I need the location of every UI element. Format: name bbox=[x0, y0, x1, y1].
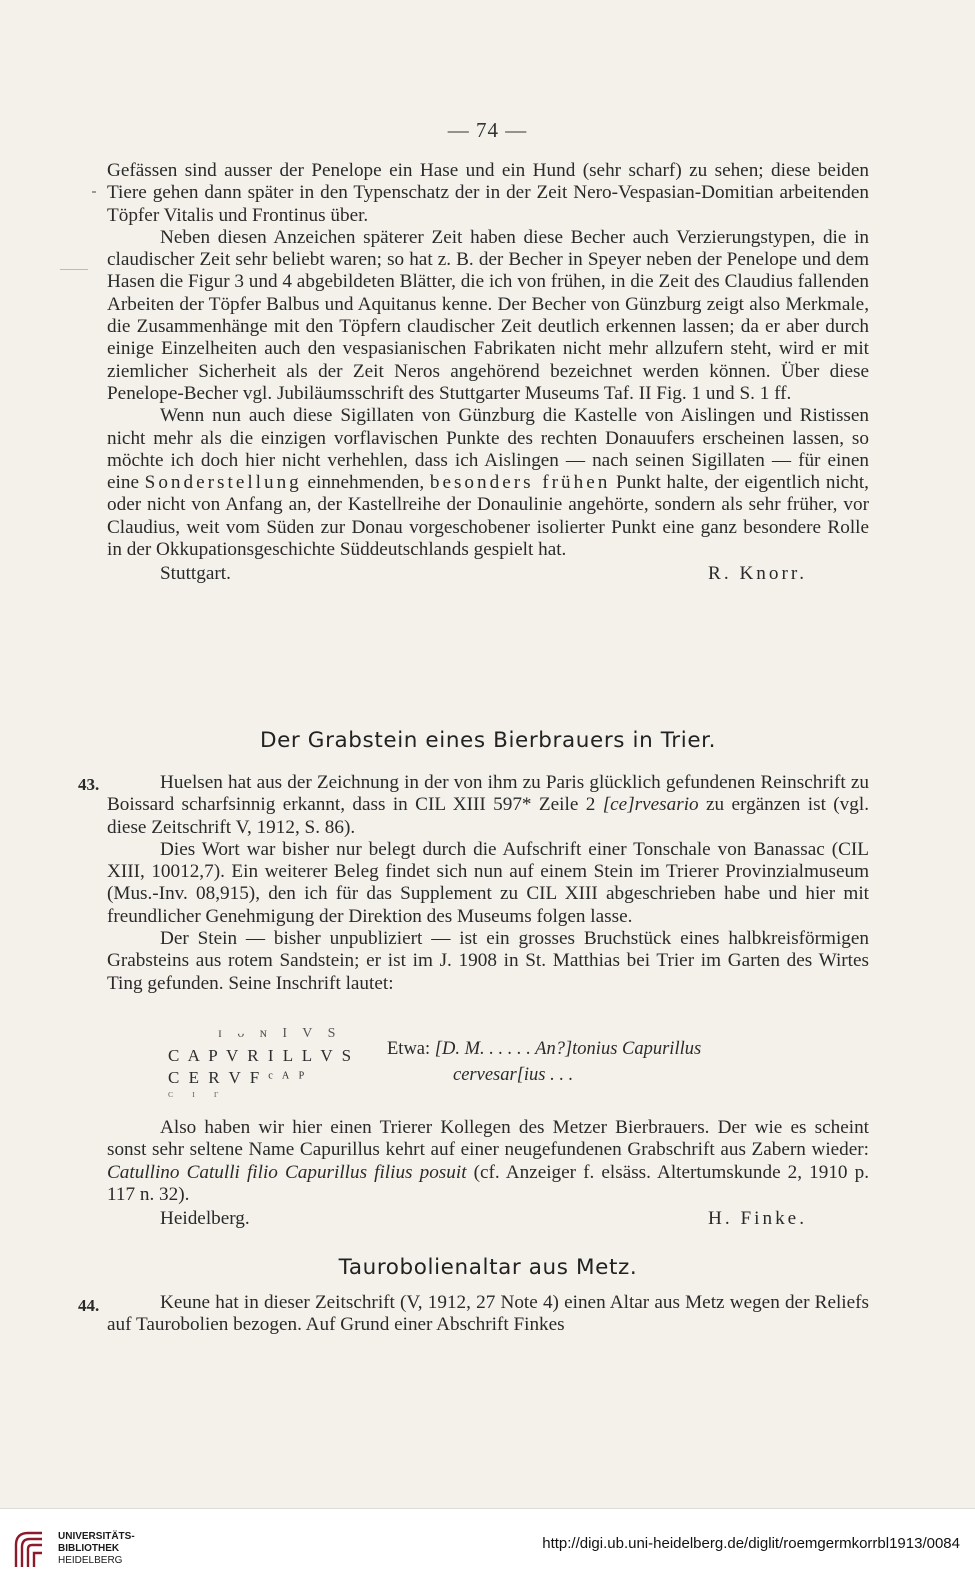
supplement-label: Etwa: bbox=[387, 1039, 431, 1059]
section-44-text bbox=[107, 1292, 869, 1337]
digitization-footer bbox=[0, 1508, 975, 1594]
spaced-emphasis: besonders frühen bbox=[429, 472, 611, 494]
section-heading: Taurobolienaltar aus Metz. bbox=[338, 1255, 638, 1280]
signature-place: Stuttgart. bbox=[160, 563, 231, 585]
inscription-line: C A P V R I L L V S bbox=[168, 1046, 354, 1065]
section-number: 43. bbox=[78, 775, 100, 794]
inscription-line: ᴄ ɪ ᴦ bbox=[168, 1088, 227, 1100]
signature-author: R. Knorr. bbox=[708, 563, 807, 585]
paragraph: Der Stein — bisher unpubliziert — ist ein grosses Bruchstück eines halbkreisförmigen Grabsteins aus rotem Sandstein; er ist im J. 1908 in St. Matthias bei Trier im Garten des Wirtes Ting gefunden. Seine Inschrift lautet: bbox=[107, 928, 869, 994]
paragraph: Keune hat in dieser Zeitschrift (V, 1912, 27 Note 4) einen Altar aus Metz wegen der Reliefs auf Taurobolien bezogen. Auf Grund einer Abschrift Finkes bbox=[107, 1292, 869, 1336]
paragraph: Neben diesen Anzeichen späterer Zeit haben diese Becher auch Verzierungstypen, die in claudischer Zeit sehr beliebt waren; so hat z. B. der Becher in Speyer neben der Penelope und dem Hasen die Figur 3 und 4 abgebildeten Blätter, die ich von frühen, in die Zeit des Claudius fallenden Arbeiten der Töpfer Balbus und Aquitanus kenne. Der Becher von Günzburg zeigt also Merkmale, die Zusammenhänge mit den Töpfern claudischer Zeit deutlich erkennen lassen; da er aber durch einige Einzelheiten auch den vespasianischen Fabrikaten nicht mehr allzufern steht, wird er mit ziemlicher Sicherheit als der Zeit Neros angehörend bezeichnet werden können. Über diese Penelope-Becher vgl. Jubiläumsschrift des Stuttgarter Museums Taf. II Fig. 1 und S. 1 ff. bbox=[107, 226, 869, 404]
section-number: 44. bbox=[78, 1296, 100, 1315]
continued-text-block bbox=[107, 160, 869, 586]
signature-line bbox=[107, 563, 869, 585]
italic-quote: Catullino Catulli filio Capurillus filius posuit bbox=[107, 1161, 467, 1183]
inscription-supplement bbox=[387, 1036, 701, 1088]
paragraph: Dies Wort war bisher nur belegt durch die Aufschrift einer Tonschale von Banassac (CIL XIII, 10012,7). Ein weiterer Beleg findet sich nun auf einem Stein im Trierer Provinzialmuseum (Mus.-Inv. 08,915), den ich für das Supplement zu CIL XIII abgeschrieben habe und hier mit freundlicher Genehmigung der Direktion des Museums folgen lasse. bbox=[107, 838, 869, 927]
ub-heidelberg-logo-icon bbox=[12, 1527, 52, 1571]
inscription-line: C E R V F ᶜ ᴬ ᴾ bbox=[168, 1068, 307, 1087]
paragraph: Also haben wir hier einen Trierer Kollegen des Metzer Bierbrauers. Der wie es scheint sonst sehr seltene Name Capurillus kehrt auf einer neugefundenen Grabschrift aus Zabern wieder: Catullino Catulli filio Capurillus filius posuit (cf. Anzeiger f. elsäss. Altertumskunde 2, 1910 p. 117 n. 32). bbox=[107, 1117, 869, 1205]
margin-mark bbox=[92, 191, 96, 193]
inscription-line: ɪ ᴗ ɴ I V S bbox=[218, 1026, 342, 1041]
signature-line bbox=[107, 1208, 869, 1230]
signature-place: Heidelberg. bbox=[160, 1208, 250, 1230]
section-43-text-continued bbox=[107, 1117, 869, 1230]
source-url[interactable]: http://digi.ub.uni-heidelberg.de/diglit/roemgermkorrbl1913/0084 bbox=[542, 1535, 960, 1552]
library-name: UNIVERSITÄTS- BIBLIOTHEK HEIDELBERG bbox=[58, 1531, 135, 1566]
signature-author: H. Finke. bbox=[708, 1208, 807, 1230]
page-number: — 74 — bbox=[447, 118, 528, 142]
italic-term: [ce]rvesario bbox=[602, 794, 699, 816]
spaced-emphasis: Sonderstellung bbox=[144, 472, 302, 494]
paragraph: Wenn nun auch diese Sigillaten von Günzburg die Kastelle von Aislingen und Ristissen nicht mehr als die einzigen vorflavischen Punkte des rechten Donauufers erscheinen lassen, so möchte ich doch hier nicht verhehlen, dass ich Aislingen — nach seinen Sigillaten — für einen eine Sonderstellung einnehmenden, besonders frühen Punkt halte, der eigentlich nicht, oder nicht von Anfang an, der Kastellreihe der Donaulinie angehörte, sondern als sehr früher, vor Claudius, weit vom Süden zur Donau vorgeschobener isolierter Punkt eine ganz besondere Rolle in der Okkupationsgeschichte Süddeutschlands gespielt hat. bbox=[107, 405, 869, 561]
section-43-text bbox=[107, 772, 869, 995]
inscription-transcription bbox=[168, 1023, 354, 1099]
paragraph: Gefässen sind ausser der Penelope ein Hase und ein Hund (sehr scharf) zu sehen; diese beiden Tiere gehen dann später in den Typenschatz der in der Zeit Nero-Vespasian-Domitian arbeitenden Töpfer Vitalis und Frontinus über. bbox=[107, 160, 869, 226]
supplement-line: cervesar[ius . . . bbox=[453, 1065, 574, 1085]
supplement-line: [D. M. . . . . . An?]tonius Capurillus bbox=[434, 1039, 702, 1059]
section-heading: Der Grabstein eines Bierbrauers in Trier. bbox=[259, 728, 717, 753]
paragraph: Huelsen hat aus der Zeichnung in der von ihm zu Paris glücklich gefundenen Reinschrift zu Boissard scharfsinnig erkannt, dass in CIL XIII 597* Zeile 2 [ce]rvesario zu ergänzen ist (vgl. diese Zeitschrift V, 1912, S. 86). bbox=[107, 772, 869, 838]
margin-mark bbox=[60, 269, 88, 270]
